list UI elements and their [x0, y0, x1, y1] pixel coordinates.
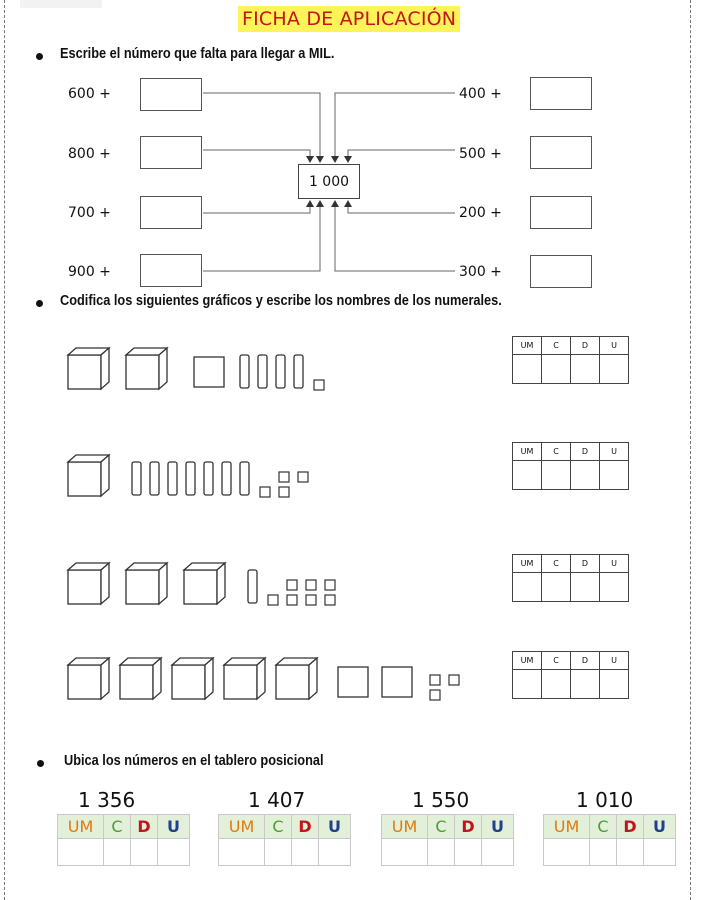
unit-cube	[430, 675, 440, 685]
left-label-4: 900 +	[68, 264, 111, 280]
table-input-cell[interactable]	[571, 670, 600, 699]
ten-rod	[150, 462, 159, 495]
ten-rod	[294, 355, 303, 388]
number-1: 1 356	[78, 788, 136, 812]
table-header-cell: U	[600, 337, 629, 355]
ten-rod	[248, 570, 257, 603]
unit-cube	[268, 595, 278, 605]
connector-line-right-1	[335, 93, 455, 158]
table-input-cell[interactable]	[319, 839, 351, 866]
unit-cube	[279, 487, 289, 497]
table-input-cell[interactable]	[104, 839, 131, 866]
arrow-down-icon	[306, 156, 314, 163]
left-label-2: 800 +	[68, 146, 111, 162]
unit-cube	[279, 472, 289, 482]
table-input-cell[interactable]	[482, 839, 514, 866]
unit-cube	[287, 595, 297, 605]
table-input-cell[interactable]	[382, 839, 428, 866]
table-input-cell[interactable]	[513, 573, 542, 602]
table-input-cell[interactable]	[513, 670, 542, 699]
table-header-cell: UM	[219, 815, 265, 839]
table-input-cell[interactable]	[158, 839, 190, 866]
position-table-4	[543, 814, 676, 866]
connector-line-left-2	[203, 150, 310, 158]
table-input-cell[interactable]	[571, 461, 600, 490]
answer-box-right-1[interactable]	[530, 77, 592, 110]
table-header-cell: UM	[513, 337, 542, 355]
answer-box-left-4[interactable]	[140, 254, 202, 287]
right-label-4: 300 +	[459, 264, 502, 280]
table-header-cell: D	[571, 555, 600, 573]
thousand-cube	[172, 658, 213, 699]
connector-line-right-4	[335, 205, 455, 271]
table-header-cell: D	[455, 815, 482, 839]
table-header-cell: C	[542, 652, 571, 670]
ten-rod	[222, 462, 231, 495]
unit-cube	[430, 690, 440, 700]
arrow-up-icon	[316, 200, 324, 207]
bullet-icon	[37, 760, 44, 767]
answer-box-left-3[interactable]	[140, 196, 202, 229]
instruction-2: Codifica los siguientes gráficos y escribe los nombres de los numerales.	[60, 293, 502, 309]
blocks-row-2	[60, 452, 520, 500]
table-input-cell[interactable]	[428, 839, 455, 866]
hundred-flat	[382, 667, 412, 697]
table-header-cell: D	[131, 815, 158, 839]
table-input-cell[interactable]	[617, 839, 644, 866]
arrow-down-icon	[316, 156, 324, 163]
center-box: 1 000	[298, 164, 360, 199]
connector-line-left-4	[203, 205, 320, 271]
table-header-cell: C	[104, 815, 131, 839]
table-header-cell: C	[590, 815, 617, 839]
hundred-flat	[194, 357, 224, 387]
table-input-cell[interactable]	[542, 670, 571, 699]
arrow-down-icon	[331, 156, 339, 163]
table-input-cell[interactable]	[513, 355, 542, 384]
position-table-2	[218, 814, 351, 866]
right-label-2: 500 +	[459, 146, 502, 162]
answer-box-left-1[interactable]	[140, 78, 202, 111]
unit-cube	[314, 380, 324, 390]
ten-rod	[276, 355, 285, 388]
table-header-cell: U	[600, 555, 629, 573]
thousand-cube	[68, 455, 109, 496]
ten-rod	[186, 462, 195, 495]
table-header-cell: UM	[513, 652, 542, 670]
ten-rod	[132, 462, 141, 495]
table-input-cell[interactable]	[571, 355, 600, 384]
blocks-row-1	[60, 345, 520, 393]
thousand-cube	[184, 563, 225, 604]
table-header-cell: UM	[58, 815, 104, 839]
connector-line-right-2	[348, 150, 455, 158]
number-3: 1 550	[412, 788, 470, 812]
table-header-cell: D	[571, 337, 600, 355]
table-header-cell: D	[292, 815, 319, 839]
unit-cube	[298, 472, 308, 482]
answer-box-right-3[interactable]	[530, 196, 592, 229]
table-header-cell: U	[482, 815, 514, 839]
ten-rod	[204, 462, 213, 495]
thousand-cube	[276, 658, 317, 699]
table-header-cell: C	[265, 815, 292, 839]
unit-cube	[306, 595, 316, 605]
table-header-cell: UM	[544, 815, 590, 839]
table-input-cell[interactable]	[58, 839, 104, 866]
table-header-cell: C	[428, 815, 455, 839]
instruction-3: Ubica los números en el tablero posicional	[64, 753, 324, 769]
table-input-cell[interactable]	[219, 839, 265, 866]
unit-cube	[325, 580, 335, 590]
hundred-flat	[338, 667, 368, 697]
answer-box-right-4[interactable]	[530, 255, 592, 288]
ten-rod	[240, 462, 249, 495]
table-header-cell: U	[319, 815, 351, 839]
place-value-table-3	[512, 554, 629, 602]
arrow-down-icon	[344, 156, 352, 163]
right-label-3: 200 +	[459, 205, 502, 221]
table-header-cell: U	[600, 652, 629, 670]
table-header-cell: D	[617, 815, 644, 839]
answer-box-left-2[interactable]	[140, 136, 202, 169]
unit-cube	[306, 580, 316, 590]
number-2: 1 407	[248, 788, 306, 812]
ten-rod	[240, 355, 249, 388]
table-header-cell: UM	[382, 815, 428, 839]
table-header-cell: C	[542, 337, 571, 355]
answer-box-right-2[interactable]	[530, 136, 592, 169]
table-input-cell[interactable]	[600, 573, 629, 602]
right-label-1: 400 +	[459, 86, 502, 102]
table-input-cell[interactable]	[542, 355, 571, 384]
table-input-cell[interactable]	[600, 355, 629, 384]
table-input-cell[interactable]	[571, 573, 600, 602]
table-input-cell[interactable]	[455, 839, 482, 866]
arrow-up-icon	[344, 200, 352, 207]
thousand-cube	[120, 658, 161, 699]
table-header-cell: D	[571, 443, 600, 461]
thousand-cube	[68, 563, 109, 604]
thousand-cube	[126, 348, 167, 389]
table-input-cell[interactable]	[590, 839, 617, 866]
instruction-1: Escribe el número que falta para llegar a MIL.	[60, 46, 335, 62]
table-header-cell: D	[571, 652, 600, 670]
table-header-cell: C	[542, 555, 571, 573]
table-input-cell[interactable]	[600, 461, 629, 490]
unit-cube	[260, 487, 270, 497]
thousand-cube	[224, 658, 265, 699]
table-header-cell: UM	[513, 443, 542, 461]
unit-cube	[325, 595, 335, 605]
left-label-3: 700 +	[68, 205, 111, 221]
left-label-1: 600 +	[68, 86, 111, 102]
page-title: FICHA DE APLICACIÓN	[238, 6, 460, 32]
connector-line-left-1	[203, 93, 320, 158]
unit-cube	[287, 580, 297, 590]
blocks-row-3	[60, 560, 520, 608]
bullet-icon	[36, 300, 43, 307]
table-input-cell[interactable]	[265, 839, 292, 866]
ten-rod	[168, 462, 177, 495]
table-header-cell: UM	[513, 555, 542, 573]
connector-line-right-3	[348, 205, 455, 213]
table-input-cell[interactable]	[600, 670, 629, 699]
unit-cube	[449, 675, 459, 685]
ten-rod	[258, 355, 267, 388]
table-header-cell: U	[644, 815, 676, 839]
table-input-cell[interactable]	[542, 573, 571, 602]
table-header-cell: U	[158, 815, 190, 839]
table-input-cell[interactable]	[513, 461, 542, 490]
number-4: 1 010	[576, 788, 634, 812]
table-input-cell[interactable]	[644, 839, 676, 866]
table-header-cell: U	[600, 443, 629, 461]
table-input-cell[interactable]	[292, 839, 319, 866]
arrow-up-icon	[306, 200, 314, 207]
connector-line-left-3	[203, 205, 310, 213]
thousand-cube	[68, 348, 109, 389]
place-value-table-4	[512, 651, 629, 699]
thousand-cube	[68, 658, 109, 699]
arrow-up-icon	[331, 200, 339, 207]
place-value-table-2	[512, 442, 629, 490]
position-table-1	[57, 814, 190, 866]
table-input-cell[interactable]	[544, 839, 590, 866]
blocks-row-4	[60, 655, 520, 703]
table-input-cell[interactable]	[542, 461, 571, 490]
table-header-cell: C	[542, 443, 571, 461]
place-value-table-1	[512, 336, 629, 384]
thousand-cube	[126, 563, 167, 604]
table-input-cell[interactable]	[131, 839, 158, 866]
position-table-3	[381, 814, 514, 866]
